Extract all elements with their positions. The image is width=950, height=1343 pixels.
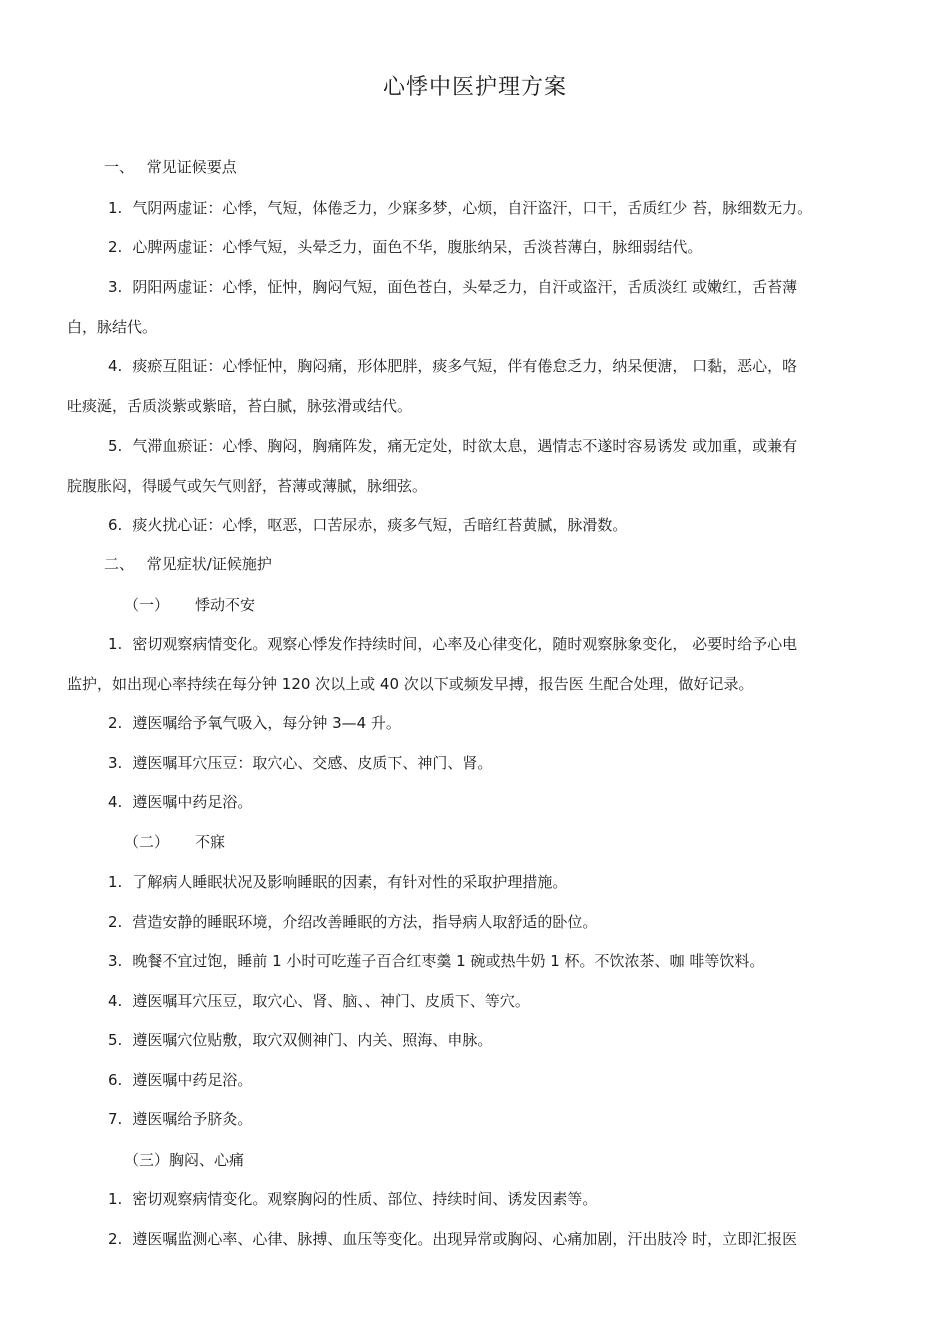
item-number: 5.: [108, 1031, 123, 1049]
item-number: 1.: [108, 199, 123, 217]
list-item: [0, 1069, 950, 1091]
section-title: 常见症状/证候施护: [146, 555, 272, 573]
subsection-heading: [0, 1149, 950, 1171]
list-item: [0, 276, 950, 298]
list-item: [0, 712, 950, 734]
list-item: [0, 1108, 950, 1130]
item-text: 阴阳两虚证：心悸，怔忡，胸闷气短，面色苍白，头晕乏力，自汗或盗汗，舌质淡红 或嫩红，舌苔薄: [132, 278, 798, 296]
item-text: 遵医嘱监测心率、心律、脉搏、血压等变化。出现异常或胸闷、心痛加剧，汗出肢冷 时，立即汇报医: [132, 1230, 798, 1248]
item-text: 晚餐不宜过饱，睡前 1 小时可吃莲子百合红枣羹 1 碗或热牛奶 1 杯。不饮浓茶、咖 啡等饮料。: [132, 952, 765, 970]
item-text: 遵医嘱耳穴压豆，取穴心、肾、脑、、神门、皮质下、等穴。: [132, 992, 530, 1010]
item-text: 遵医嘱给予氧气吸入，每分钟 3—4 升。: [132, 714, 401, 732]
item-number: 2.: [108, 238, 123, 256]
item-number: 7.: [108, 1110, 123, 1128]
list-item: [0, 752, 950, 774]
list-item: [0, 633, 950, 655]
item-number: 2.: [108, 913, 123, 931]
section-heading-2: [0, 553, 950, 575]
item-continuation: 白，脉结代。: [67, 318, 158, 336]
section-number: 二、: [104, 555, 135, 573]
item-number: 4.: [108, 793, 123, 811]
list-item: [0, 355, 950, 377]
item-number: 1.: [108, 635, 123, 653]
list-item: [0, 1029, 950, 1051]
list-item: [0, 1188, 950, 1210]
item-continuation: 监护，如出现心率持续在每分钟 120 次以上或 40 次以下或频发早搏，报告医 生配合处理，做好记录。: [67, 675, 754, 693]
item-number: 4.: [108, 357, 123, 375]
item-number: 6.: [108, 1071, 123, 1089]
item-text: 气滞血瘀证：心悸、胸闷，胸痛阵发，痛无定处，时欲太息，遇情志不遂时容易诱发 或加重，或兼有: [132, 437, 798, 455]
list-item: [0, 990, 950, 1012]
list-item: [0, 1228, 950, 1250]
item-number: 1.: [108, 873, 123, 891]
list-item: [0, 950, 950, 972]
list-item: [0, 791, 950, 813]
list-item: [0, 197, 950, 219]
subsection-number: （三）: [124, 1151, 170, 1169]
list-item: [0, 236, 950, 258]
list-item: [0, 911, 950, 933]
item-number: 6.: [108, 516, 123, 534]
item-number: 1.: [108, 1190, 123, 1208]
item-text: 营造安静的睡眠环境，介绍改善睡眠的方法，指导病人取舒适的卧位。: [132, 913, 598, 931]
list-item: [0, 514, 950, 536]
item-number: 3.: [108, 754, 123, 772]
list-item: [0, 871, 950, 893]
item-text: 了解病人睡眠状况及影响睡眠的因素，有针对性的采取护理措施。: [132, 873, 568, 891]
subsection-number: （一）: [124, 596, 170, 614]
item-number: 5.: [108, 437, 123, 455]
subsection-number: （二）: [124, 833, 170, 851]
item-text: 遵医嘱穴位贴敷，取穴双侧神门、内关、照海、申脉。: [132, 1031, 493, 1049]
list-item: [0, 435, 950, 457]
item-text: 密切观察病情变化。观察胸闷的性质、部位、持续时间、诱发因素等。: [132, 1190, 598, 1208]
item-continuation: 脘腹胀闷，得暖气或矢气则舒，苔薄或薄腻，脉细弦。: [67, 477, 428, 495]
item-text: 遵医嘱中药足浴。: [132, 793, 253, 811]
item-text: 心脾两虚证：心悸气短，头晕乏力，面色不华，腹胀纳呆，舌淡苔薄白，脉细弱结代。: [132, 238, 703, 256]
item-text: 痰火扰心证：心悸，呕恶，口苦尿赤，痰多气短，舌暗红苔黄腻，脉滑数。: [132, 516, 628, 534]
document-title: 心悸中医护理方案: [382, 75, 567, 100]
item-number: 3.: [108, 278, 123, 296]
subsection-title: 不寐: [195, 833, 226, 851]
item-text: 遵医嘱耳穴压豆：取穴心、交感、皮质下、神门、肾。: [132, 754, 493, 772]
subsection-heading: [0, 831, 950, 853]
subsection-title: 悸动不安: [195, 596, 256, 614]
item-continuation: 吐痰涎，舌质淡紫或紫暗，苔白腻，脉弦滑或结代。: [67, 397, 413, 415]
item-number: 2.: [108, 714, 123, 732]
item-text: 遵医嘱中药足浴。: [132, 1071, 253, 1089]
item-text: 痰瘀互阻证：心悸怔忡，胸闷痛，形体肥胖，痰多气短，伴有倦怠乏力，纳呆便溏， 口黏，恶心，咯: [132, 357, 798, 375]
section-heading-1: [0, 156, 950, 178]
item-text: 遵医嘱给予脐灸。: [132, 1110, 253, 1128]
item-number: 4.: [108, 992, 123, 1010]
section-title: 常见证候要点: [146, 158, 237, 176]
item-number: 2.: [108, 1230, 123, 1248]
subsection-title: 胸闷、心痛: [169, 1151, 245, 1169]
item-text: 密切观察病情变化。观察心悸发作持续时间，心率及心律变化，随时观察脉象变化， 必要时给予心电: [132, 635, 798, 653]
item-number: 3.: [108, 952, 123, 970]
subsection-heading: [0, 594, 950, 616]
item-text: 气阴两虚证：心悸，气短，体倦乏力，少寐多梦，心烦，自汗盗汗，口干，舌质红少 苔，脉细数无力。: [132, 199, 813, 217]
section-number: 一、: [104, 158, 135, 176]
